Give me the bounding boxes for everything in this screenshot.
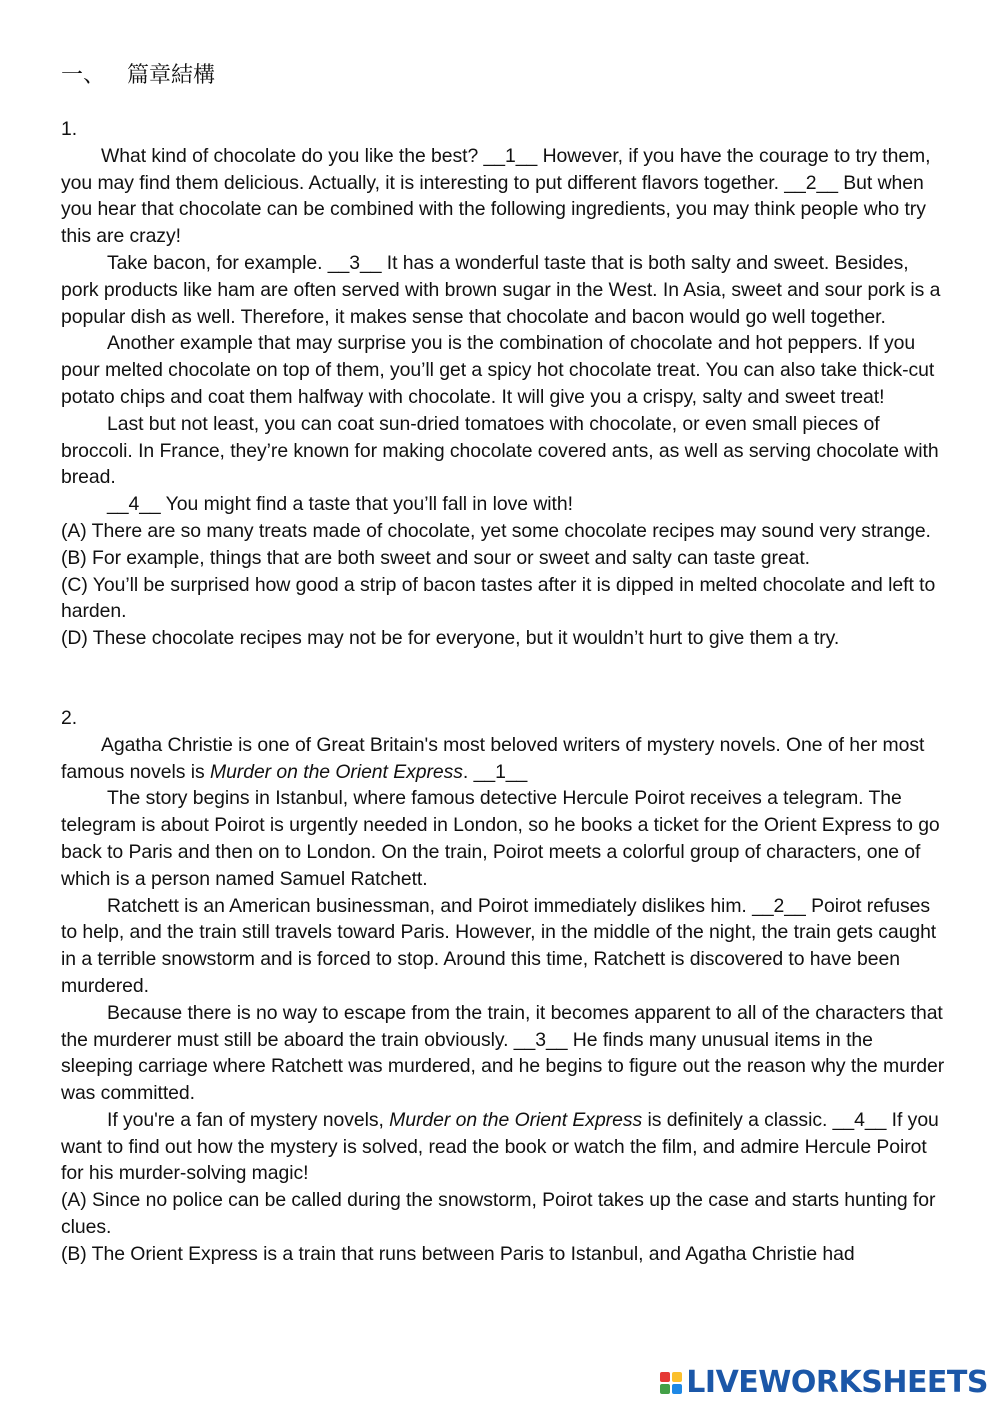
answer-option-a: (A) Since no police can be called during the snowstorm, Poirot takes up the case and starts hunting for clues.: [61, 1189, 936, 1239]
book-title: Murder on the Orient Express: [209, 760, 463, 783]
logo-text: LIVEWORKSHEETS: [686, 1365, 988, 1400]
passage-number: 1.: [61, 118, 78, 140]
answer-option-a: (A) There are so many treats made of chocolate, yet some chocolate recipes may sound very strange.: [61, 519, 931, 542]
passage-number: 2.: [61, 706, 78, 729]
liveworksheets-logo[interactable]: [660, 1365, 988, 1400]
section-number: 一、: [61, 62, 106, 87]
paragraph: What kind of chocolate do you like the best? __1__ However, if you have the courage to try them, you may find them delicious. Actually, it is interesting to put different flavors together. __2__ But when you hear that chocolate can be combined with the following ingredients, you may think people who try this are crazy!: [61, 144, 931, 248]
paragraph: __4__ You might find a taste that you’ll fall in love with!: [107, 493, 573, 516]
paragraph: The story begins in Istanbul, where famous detective Hercule Poirot receives a telegram. The telegram is about Poirot is urgently needed in London, so he books a ticket for the Orient Express to go back to Paris and then on to London. On the train, Poirot meets a colorful group of characters, one of which is a person named Samuel Ratchett.: [61, 787, 940, 890]
paragraph: If you're a fan of mystery novels, Murder on the Orient Express is definitely a classic. __4__ If you want to find out how the mystery is solved, read the book or watch the film, and admire Hercule Poirot for his murder-solving magic!: [61, 1108, 939, 1185]
passage-1: [61, 116, 946, 652]
paragraph: Last but not least, you can coat sun-dried tomatoes with chocolate, or even small pieces of broccoli. In France, they’re known for making chocolate covered ants, as well as serving chocolate with bread.: [61, 412, 939, 489]
book-title: Murder on the Orient Express: [389, 1108, 643, 1131]
worksheet-page: [61, 58, 946, 1268]
section-title: 篇章結構: [127, 62, 216, 87]
paragraph: Ratchett is an American businessman, and Poirot immediately dislikes him. __2__ Poirot refuses to help, and the train still travels toward Paris. However, in the middle of the night, the train gets caught in a terrible snowstorm and is forced to stop. Around this time, Ratchett is discovered to have been murdered.: [61, 894, 937, 997]
liveworksheets-logo-icon: [660, 1372, 682, 1394]
paragraph: Because there is no way to escape from the train, it becomes apparent to all of the characters that the murderer must still be aboard the train obviously. __3__ He finds many unusual items in the sleeping carriage where Ratchett was murdered, and he begins to figure out the reason why the murder was committed.: [61, 1001, 945, 1105]
answer-option-c: (C) You’ll be surprised how good a strip of bacon tastes after it is dipped in melted chocolate and left to harden.: [61, 573, 936, 623]
passage-2: [61, 705, 946, 1268]
paragraph: Another example that may surprise you is the combination of chocolate and hot peppers. If you pour melted chocolate on top of them, you’ll get a spicy hot chocolate treat. You can also take thick-cut potato chips and coat them halfway with chocolate. It will give you a crispy, salty and sweet treat!: [61, 332, 935, 408]
paragraph: Take bacon, for example. __3__ It has a wonderful taste that is both salty and sweet. Besides, pork products like ham are often served with brown sugar in the West. In Asia, sweet and sour pork is a popular dish as well. Therefore, it makes sense that chocolate and bacon would go well together.: [61, 251, 941, 328]
answer-option-b: (B) For example, things that are both sweet and sour or sweet and salty can taste great.: [61, 546, 810, 569]
paragraph: Agatha Christie is one of Great Britain's most beloved writers of mystery novels. One of her most famous novels is Murder on the Orient Express. __1__: [61, 733, 925, 783]
section-heading: [61, 58, 946, 92]
answer-option-b: (B) The Orient Express is a train that runs between Paris to Istanbul, and Agatha Christie had: [61, 1242, 855, 1265]
answer-option-d: (D) These chocolate recipes may not be for everyone, but it wouldn’t hurt to give them a try.: [61, 627, 840, 650]
